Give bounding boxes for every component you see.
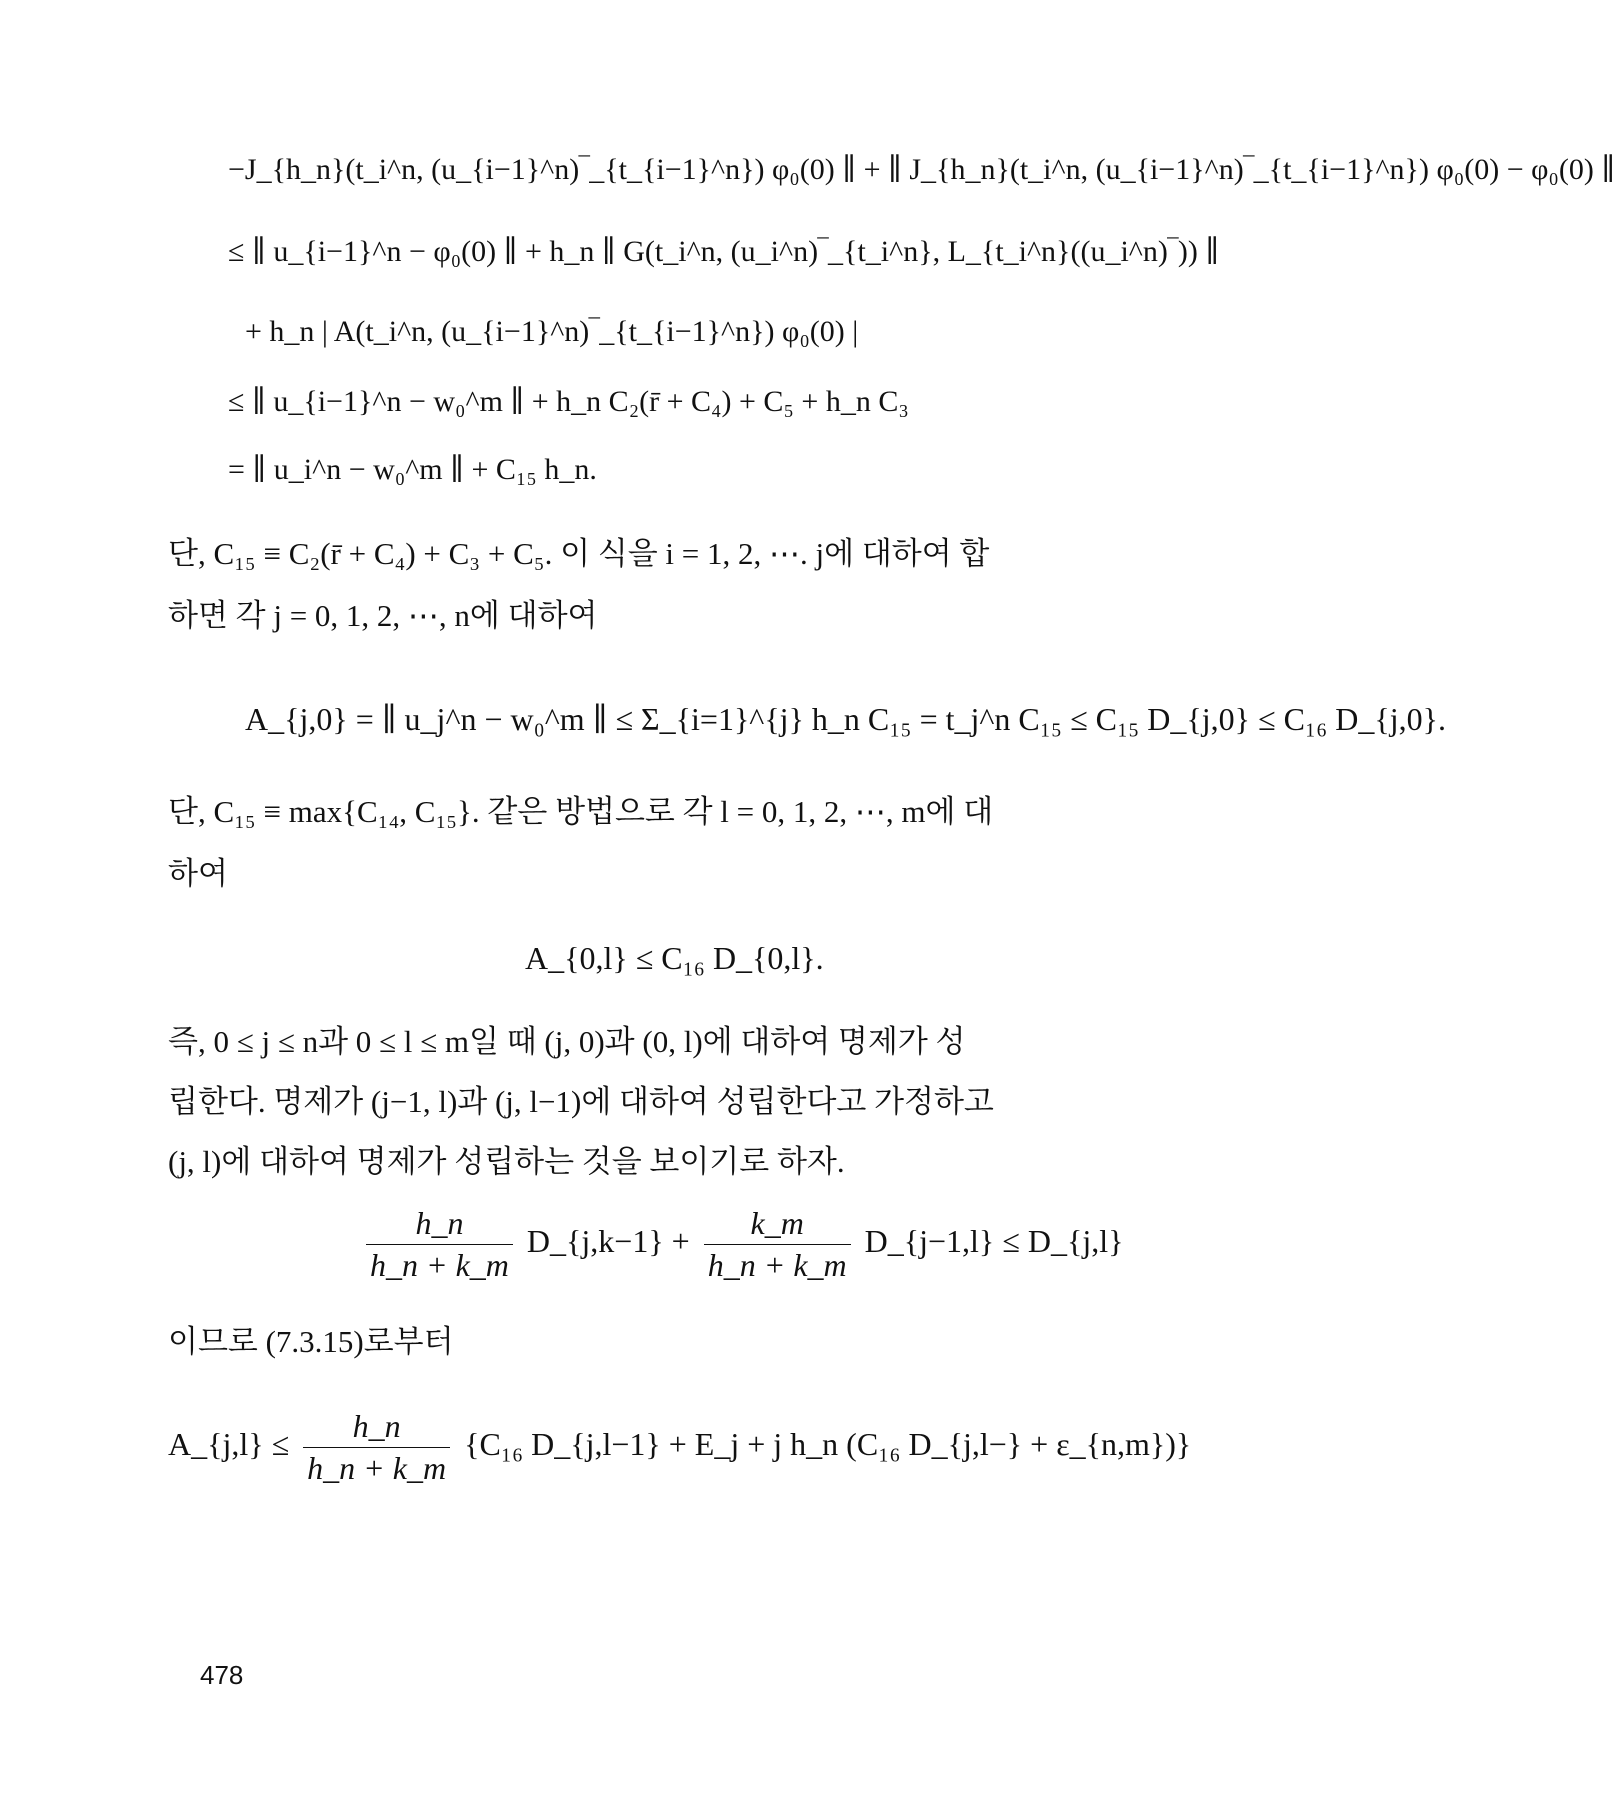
paragraph-3-line-3: (j, l)에 대하여 명제가 성립하는 것을 보이기로 하자. bbox=[168, 1144, 845, 1179]
equation-3-term-2: D_{j−1,l} ≤ D_{j,l} bbox=[864, 1222, 1124, 1259]
derivation-line-3: + h_n | A(t_i^n, (u_{i−1}^n)‾_{t_{i−1}^n}) φ₀(0) | bbox=[245, 315, 859, 348]
fraction-2-numerator: k_m bbox=[704, 1205, 851, 1245]
fraction-2-denominator: h_n + k_m bbox=[707, 1247, 847, 1283]
derivation-line-2: ≤ ∥ u_{i−1}^n − φ₀(0) ∥ + h_n ∥ G(t_i^n, (u_i^n)‾_{t_i^n}, L_{t_i^n}((u_i^n)‾)) ∥ bbox=[228, 235, 1220, 268]
paragraph-4: 이므로 (7.3.15)로부터 bbox=[168, 1324, 454, 1359]
equation-1: A_{j,0} = ∥ u_j^n − w₀^m ∥ ≤ Σ_{i=1}^{j} h_n C₁₅ = t_j^n C₁₅ ≤ C₁₅ D_{j,0} ≤ C₁₆ D_{j,0}. bbox=[245, 701, 1446, 737]
fraction-1 bbox=[366, 1205, 513, 1284]
fraction-3 bbox=[303, 1408, 450, 1487]
paragraph-1-line-2: 하면 각 j = 0, 1, 2, ⋯, n에 대하여 bbox=[168, 598, 598, 633]
derivation-line-5: = ∥ u_i^n − w₀^m ∥ + C₁₅ h_n. bbox=[228, 453, 597, 486]
fraction-2 bbox=[704, 1205, 851, 1284]
equation-4-lhs: A_{j,l} ≤ bbox=[168, 1425, 290, 1462]
equation-3-term-1: D_{j,k−1} + bbox=[526, 1222, 690, 1259]
page-number: 478 bbox=[200, 1660, 244, 1690]
paragraph-2-line-2: 하여 bbox=[168, 856, 228, 891]
paragraph-2-line-1: 단, C₁₅ ≡ max{C₁₄, C₁₅}. 같은 방법으로 각 l = 0, 1, 2, ⋯, m에 대 bbox=[168, 794, 994, 829]
fraction-1-denominator: h_n + k_m bbox=[370, 1247, 509, 1283]
fraction-3-numerator: h_n bbox=[303, 1408, 450, 1448]
fraction-3-denominator: h_n + k_m bbox=[307, 1450, 447, 1486]
equation-3 bbox=[360, 1205, 1123, 1284]
equation-4 bbox=[168, 1408, 1191, 1487]
derivation-line-1: −J_{h_n}(t_i^n, (u_{i−1}^n)‾_{t_{i−1}^n}) φ₀(0) ∥ + ∥ J_{h_n}(t_i^n, (u_{i−1}^n)‾_{t_{i−1}^n}) φ₀(0) − φ₀(0) ∥ bbox=[228, 153, 1615, 186]
paragraph-3-line-1: 즉, 0 ≤ j ≤ n과 0 ≤ l ≤ m일 때 (j, 0)과 (0, l)에 대하여 명제가 성 bbox=[168, 1024, 966, 1059]
equation-4-rhs: {C₁₆ D_{j,l−1} + E_j + j h_n (C₁₆ D_{j,l−} + ε_{n,m})} bbox=[464, 1425, 1192, 1462]
fraction-1-numerator: h_n bbox=[366, 1205, 513, 1245]
equation-2: A_{0,l} ≤ C₁₆ D_{0,l}. bbox=[525, 940, 824, 976]
paragraph-1-line-1: 단, C₁₅ ≡ C₂(r̄ + C₄) + C₃ + C₅. 이 식을 i = 1, 2, ⋯. j에 대하여 합 bbox=[168, 536, 990, 571]
derivation-line-4: ≤ ∥ u_{i−1}^n − w₀^m ∥ + h_n C₂(r̄ + C₄) + C₅ + h_n C₃ bbox=[228, 385, 909, 418]
paragraph-3-line-2: 립한다. 명제가 (j−1, l)과 (j, l−1)에 대하여 성립한다고 가정하고 bbox=[168, 1084, 994, 1119]
